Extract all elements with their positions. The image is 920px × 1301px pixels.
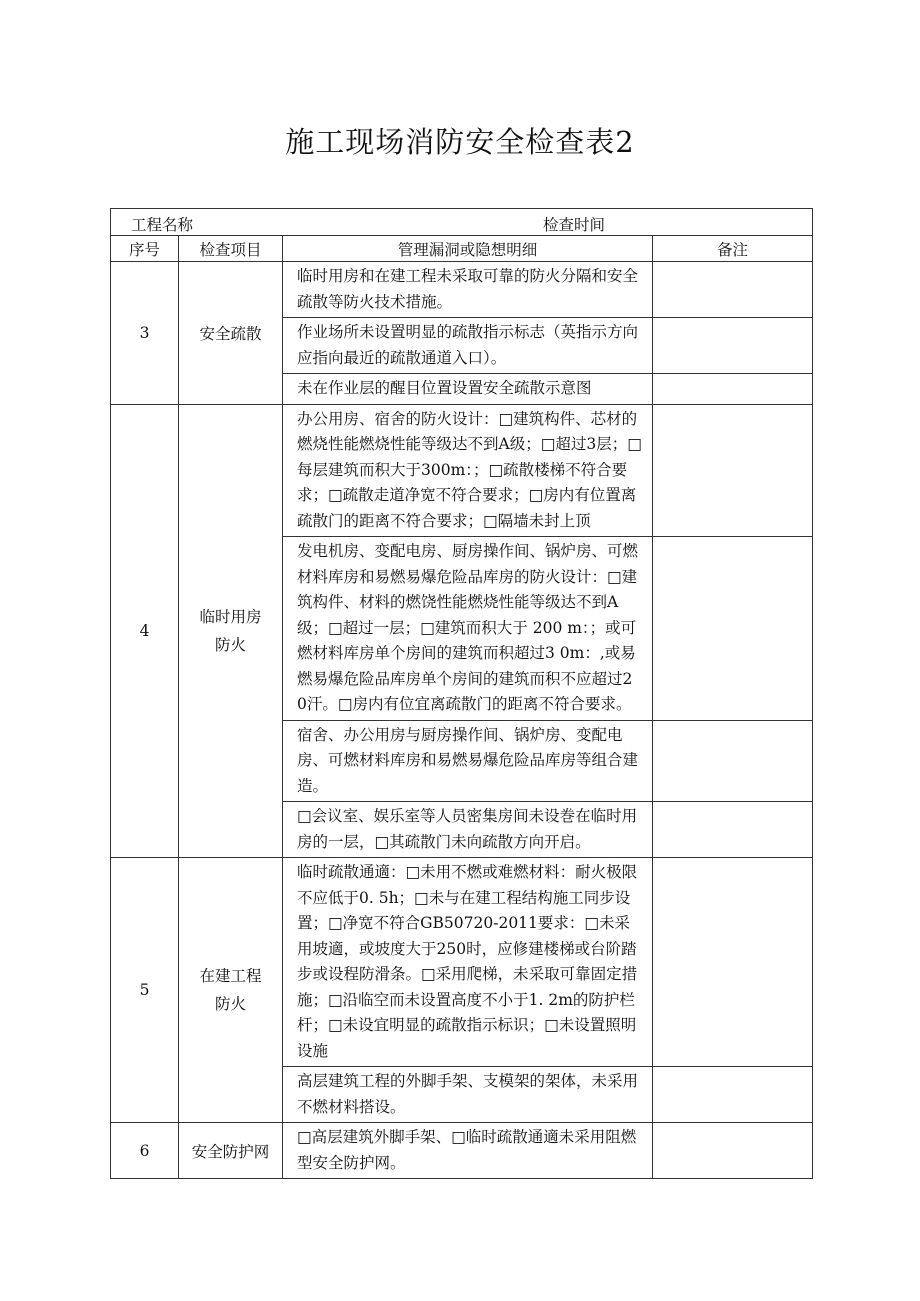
detail-cell: 发电机房、变配电房、厨房操作间、锅炉房、可燃材料库房和易燃易爆危险品库房的防火设计：□建筑构件、材料的燃饶性能燃烧性能等级达不到A级；□超过一层；□建筑而积大于 200 m：；或可燃材料库房单个房间的建筑而积超过3 0m：,或易燃易爆危险品库房单个房间的建筑而积不应超过2 0汗。□房内有位宜离疏散门的距离不符合要求。 [283,537,653,721]
section-item: 在建工程防火 [179,858,283,1123]
project-name-label: 工程名称 [131,216,194,234]
check-time-label: 检查时间 [543,216,606,234]
header-item: 检查项目 [179,236,283,262]
detail-cell: 宿舍、办公用房与厨房操作间、锅炉房、变配电房、可燃材料库房和易燃易爆危险品库房等组合建造。 [283,720,653,802]
section-item: 临时用房防火 [179,404,283,858]
header-remark: 备注 [653,236,813,262]
remark-cell [653,858,813,1067]
remark-cell [653,262,813,318]
header-no: 序号 [111,236,179,262]
inspection-table [110,208,813,1179]
section-item: 安全防护网 [179,1123,283,1179]
header-row [111,236,813,262]
header-detail: 管理漏洞或隐想明细 [283,236,653,262]
table-row [111,1123,813,1179]
project-cell [111,209,813,236]
section-no: 5 [111,858,179,1123]
remark-cell [653,720,813,802]
detail-cell: 未在作业层的醒目位置设置安全疏散示意图 [283,374,653,405]
section-no: 4 [111,404,179,858]
section-no: 6 [111,1123,179,1179]
detail-cell: 临时疏散通適：□未用不燃或难燃材料：耐火极限不应低于0. 5h；□未与在建工程结构施工同步设置；□净宽不符合GB50720-2011要求：□未采用坡適，或坡度大于250时，应修建楼梯或台阶踏步或设程防滑条。□采用爬梯，未采取可靠固定措施；□沿临空而未设置高度不小于1. 2m的防护栏杆；□未设宜明显的疏散指示标识；□未设置照明设施 [283,858,653,1067]
section-item: 安全疏散 [179,262,283,405]
detail-cell: 临时用房和在建工程未采取可靠的防火分隔和安全疏散等防火技术措施。 [283,262,653,318]
detail-cell: 办公用房、宿舍的防火设计：□建筑构件、芯材的燃烧性能燃烧性能等级达不到A级；□超过3层；□每层建筑而积大于300m：；□疏散楼梯不符合要求；□疏散走道净宽不符合要求；□房内有位置离疏散门的距离不符合要求；□隔墙未封上顶 [283,404,653,537]
table-row [111,262,813,318]
detail-cell: 作业场所未设置明显的疏散指示标志（英指示方向应指向最近的疏散通道入口）。 [283,318,653,374]
remark-cell [653,404,813,537]
table-row [111,858,813,1067]
remark-cell [653,802,813,858]
remark-cell [653,1067,813,1123]
table-row [111,404,813,537]
remark-cell [653,1123,813,1179]
remark-cell [653,374,813,405]
detail-cell: 高层建筑工程的外脚手架、支模架的架体，未采用不燃材料搭设。 [283,1067,653,1123]
page-title: 施工现场消防安全检查表2 [285,125,635,159]
detail-cell: □高层建筑外脚手架、□临时疏散通適未采用阻燃型安全防护网。 [283,1123,653,1179]
remark-cell [653,318,813,374]
project-row [111,209,813,236]
detail-cell: □会议室、娱乐室等人员密集房间未设巻在临时用房的一层，□其疏散门未向疏散方向开启。 [283,802,653,858]
remark-cell [653,537,813,721]
section-no: 3 [111,262,179,405]
